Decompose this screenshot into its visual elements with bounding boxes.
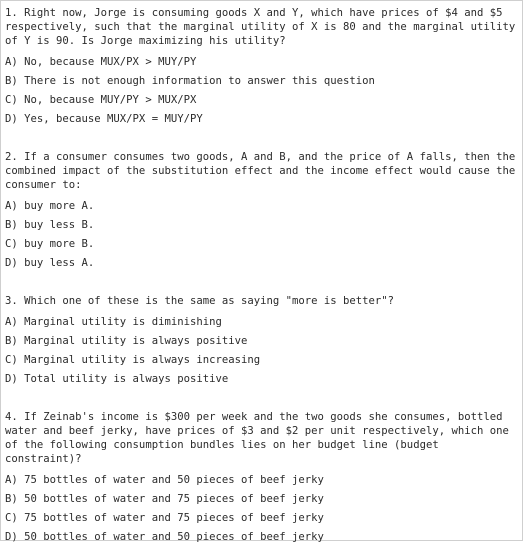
answer-option: C) 75 bottles of water and 75 pieces of beef jerky bbox=[5, 512, 324, 524]
question-4 bbox=[5, 410, 519, 547]
answer-option: D) Yes, because MUX/PX = MUY/PY bbox=[5, 113, 203, 125]
question-list bbox=[5, 6, 519, 547]
answer-option: A) Marginal utility is diminishing bbox=[5, 316, 222, 328]
answer-option: D) buy less A. bbox=[5, 257, 95, 269]
answer-option: A) buy more A. bbox=[5, 200, 95, 212]
question-text: 1. Right now, Jorge is consuming goods X and Y, which have prices of $4 and $5 respectively, such that the marginal utility of X is 80 and the marginal utility of Y is 90. Is Jorge maximizing his utility? bbox=[5, 7, 516, 47]
answer-option: B) 50 bottles of water and 75 pieces of beef jerky bbox=[5, 493, 324, 505]
question-text: 4. If Zeinab's income is $300 per week and the two goods she consumes, bottled water and beef jerky, have prices of $3 and $2 per unit respectively, which one of the following consumption bundles lies on her budget line (budget constraint)? bbox=[5, 411, 509, 465]
spacer bbox=[5, 129, 519, 150]
question-2 bbox=[5, 150, 519, 273]
spacer bbox=[5, 389, 519, 410]
answer-option: B) Marginal utility is always positive bbox=[5, 335, 248, 347]
spacer bbox=[5, 273, 519, 294]
answer-option: D) 50 bottles of water and 50 pieces of beef jerky bbox=[5, 531, 324, 543]
answer-option: B) buy less B. bbox=[5, 219, 95, 231]
answer-option: B) There is not enough information to answer this question bbox=[5, 75, 375, 87]
answer-option: A) No, because MUX/PX > MUY/PY bbox=[5, 56, 197, 68]
question-text: 2. If a consumer consumes two goods, A and B, and the price of A falls, then the combined impact of the substitution effect and the income effect would cause the consumer to: bbox=[5, 151, 516, 191]
answer-option: A) 75 bottles of water and 50 pieces of beef jerky bbox=[5, 474, 324, 486]
answer-option: C) No, because MUY/PY > MUX/PX bbox=[5, 94, 197, 106]
question-text: 3. Which one of these is the same as saying "more is better"? bbox=[5, 295, 395, 307]
question-1 bbox=[5, 6, 519, 129]
question-3 bbox=[5, 294, 519, 389]
answer-option: C) buy more B. bbox=[5, 238, 95, 250]
answer-option: C) Marginal utility is always increasing bbox=[5, 354, 261, 366]
answer-option: D) Total utility is always positive bbox=[5, 373, 229, 385]
